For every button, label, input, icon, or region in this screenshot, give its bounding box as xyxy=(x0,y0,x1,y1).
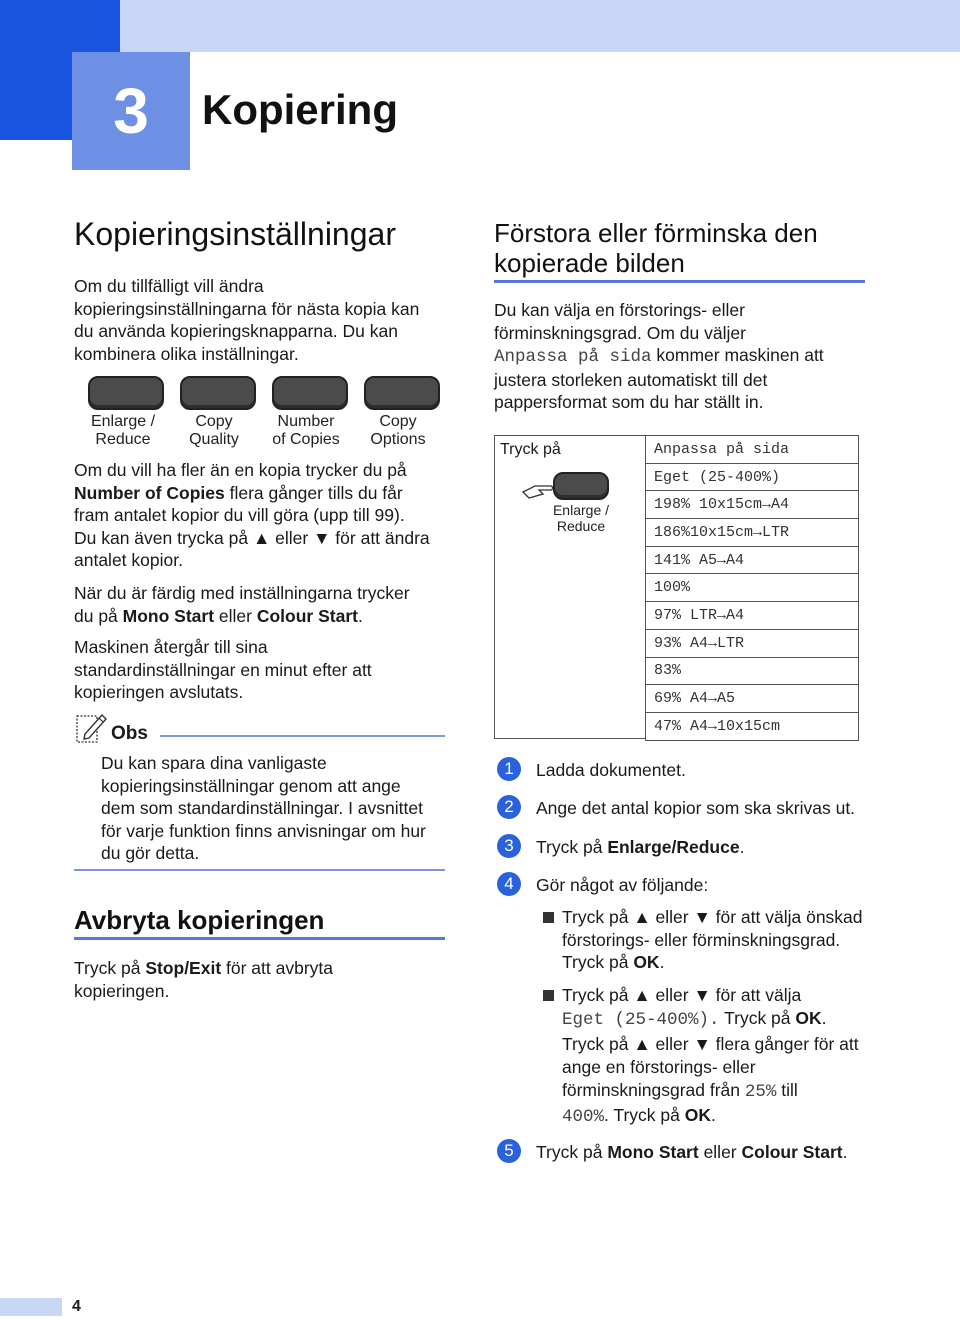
step-text: Gör något av följande: xyxy=(536,875,709,895)
cancel-heading-rule xyxy=(74,937,445,940)
bullet-square-icon xyxy=(543,912,554,923)
down-arrow-icon: ▼ xyxy=(313,527,331,548)
option-row: 100% xyxy=(646,574,859,602)
up-arrow-icon: ▲ xyxy=(252,527,271,548)
number-of-copies-button[interactable] xyxy=(272,376,348,410)
enlarge-heading: Förstora eller förminska den kopierade bilden xyxy=(494,218,818,278)
intro-line: kopieringsinställningarna för nästa kopia kan xyxy=(74,298,420,319)
page-number: 4 xyxy=(72,1298,81,1315)
section-heading: Kopieringsinställningar xyxy=(74,216,396,252)
copy-options-label: Copy Options xyxy=(370,413,426,448)
option-row: 83% xyxy=(646,657,859,685)
copy-quality-button[interactable] xyxy=(180,376,256,410)
footer-band xyxy=(0,1298,62,1316)
down-arrow-icon: ▼ xyxy=(693,985,711,1005)
step-number: 1 xyxy=(497,757,521,781)
step-number: 2 xyxy=(497,795,521,819)
step-text: Ange det antal kopior som ska skrivas ut. xyxy=(536,798,856,818)
note-end-rule xyxy=(74,869,445,871)
number-of-copies-label: Number of Copies xyxy=(272,413,340,448)
option-row: Anpassa på sida xyxy=(646,436,859,464)
step-text: Tryck på Mono Start eller Colour Start. xyxy=(536,1142,848,1162)
reset-paragraph: Maskinen återgår till sina standardinställningar en minut efter att kopieringen avslutats. xyxy=(74,637,372,703)
pointing-hand-icon xyxy=(521,472,557,502)
header-band xyxy=(0,0,960,52)
options-table xyxy=(645,435,859,741)
bullet-square-icon xyxy=(543,990,554,1001)
copy-quality-label: Copy Quality xyxy=(189,413,239,448)
note-label: Obs xyxy=(111,723,148,744)
chapter-number: 3 xyxy=(72,52,190,170)
panel-illustration xyxy=(494,435,646,739)
copies-paragraph: Om du vill ha fler än en kopia trycker du på Number of Copies flera gånger tills du får fram antalet kopior du vill göra (upp till 99). Du kan även trycka på ▲ eller ▼ för att ändra antalet kopior. xyxy=(74,460,430,571)
intro-line: Om du tillfälligt vill ändra xyxy=(74,276,264,296)
note-text: Du kan spara dina vanligaste kopieringsinställningar genom att ange dem som standardinställningar. I avsnittet för varje funktion finns anvisningar om hur du gör detta. xyxy=(101,753,426,864)
enlarge-reduce-label: Enlarge / Reduce xyxy=(90,413,156,448)
intro-line: du använda kopieringsknapparna. Du kan xyxy=(74,321,398,342)
step-text: Tryck på Enlarge/Reduce. xyxy=(536,837,745,857)
cancel-heading: Avbryta kopieringen xyxy=(74,905,325,935)
option-row: 198% 10x15cm→A4 xyxy=(646,491,859,519)
panel-enlarge-reduce-button[interactable] xyxy=(553,472,609,500)
option-row: 69% A4→A5 xyxy=(646,685,859,713)
option-row: 97% LTR→A4 xyxy=(646,602,859,630)
up-arrow-icon: ▲ xyxy=(633,985,651,1005)
cancel-paragraph: Tryck på Stop/Exit för att avbryta kopieringen. xyxy=(74,958,334,1001)
panel-button-label: Enlarge / Reduce xyxy=(552,502,610,534)
up-arrow-icon: ▲ xyxy=(633,907,651,927)
chapter-title: Kopiering xyxy=(202,86,398,133)
step-number: 3 xyxy=(497,834,521,858)
option-row: Eget (25-400%) xyxy=(646,463,859,491)
enlarge-reduce-button[interactable] xyxy=(88,376,164,410)
up-arrow-icon: ▲ xyxy=(633,1033,651,1054)
option-row: 93% A4→LTR xyxy=(646,629,859,657)
option-row: 141% A5→A4 xyxy=(646,546,859,574)
start-paragraph: När du är färdig med inställningarna trycker du på Mono Start eller Colour Start. xyxy=(74,583,410,626)
panel-label: Tryck på xyxy=(500,441,561,458)
down-arrow-icon: ▼ xyxy=(693,907,711,927)
intro-paragraph xyxy=(74,275,464,365)
bullet-text: Tryck på ▲ eller ▼ för att välja Eget (25-400%). Tryck på OK. Tryck på ▲ eller ▼ flera gånger för att ange en förstorings- eller förminskningsgrad från 25% till 400%. Tryck på OK. xyxy=(562,985,859,1128)
option-row: 186%10x15cm→LTR xyxy=(646,519,859,547)
down-arrow-icon: ▼ xyxy=(693,1033,711,1054)
step-text: Ladda dokumentet. xyxy=(536,760,686,780)
enlarge-heading-rule xyxy=(494,280,865,283)
note-pencil-icon xyxy=(76,712,108,744)
step-number: 5 xyxy=(497,1139,521,1163)
step-number: 4 xyxy=(497,872,521,896)
intro-line: kombinera olika inställningar. xyxy=(74,343,299,364)
note-rule xyxy=(160,735,445,737)
copy-options-button[interactable] xyxy=(364,376,440,410)
enlarge-intro: Du kan välja en förstorings- eller förminskningsgrad. Om du väljer Anpassa på sida kommer maskinen att justera storleken automatiskt till det pappersformat som du har ställt in. xyxy=(494,300,824,413)
option-row: 47% A4→10x15cm xyxy=(646,712,859,740)
bullet-text: Tryck på ▲ eller ▼ för att välja önskad förstorings- eller förminskningsgrad. Tryck på OK. xyxy=(562,907,863,973)
